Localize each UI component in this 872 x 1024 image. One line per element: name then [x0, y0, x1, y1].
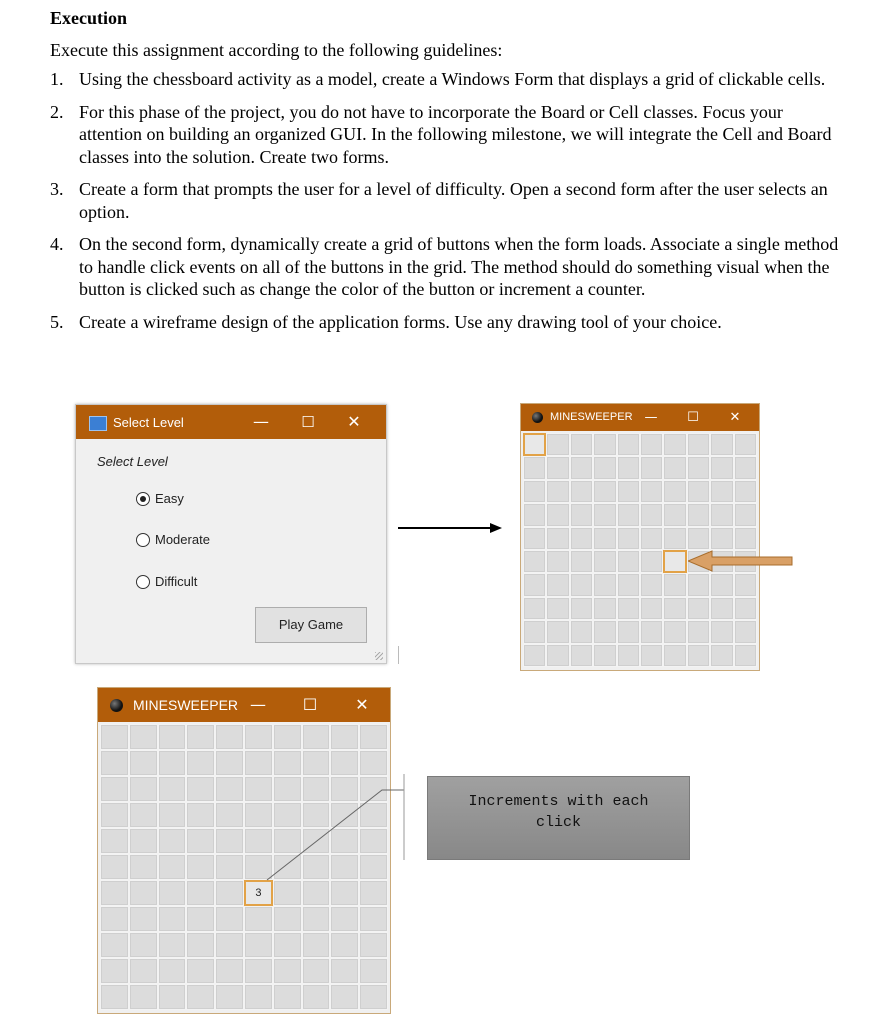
grid-cell-button[interactable]: [710, 620, 733, 643]
radio-icon[interactable]: [136, 533, 150, 547]
minesweeper-titlebar: [521, 404, 759, 431]
grid-cell-button[interactable]: [100, 750, 129, 776]
grid-cell-button[interactable]: [640, 503, 663, 526]
grid-cell-button[interactable]: [215, 984, 244, 1010]
grid-cell-button[interactable]: [593, 597, 616, 620]
grid-cell-button[interactable]: [100, 802, 129, 828]
grid-cell-button[interactable]: [663, 480, 686, 503]
grid-cell-button[interactable]: [523, 527, 546, 550]
grid-cell-button[interactable]: [710, 527, 733, 550]
grid-cell-button[interactable]: [186, 932, 215, 958]
grid-cell-button[interactable]: [734, 597, 757, 620]
grid-cell-button[interactable]: [244, 724, 273, 750]
grid-cell-button[interactable]: [215, 958, 244, 984]
grid-cell-button[interactable]: [593, 456, 616, 479]
grid-cell-button[interactable]: [359, 984, 388, 1010]
grid-cell-button[interactable]: [617, 433, 640, 456]
grid-cell-button[interactable]: [158, 828, 187, 854]
app-window-icon: [89, 416, 107, 431]
flow-arrow-icon: [398, 521, 504, 535]
grid-cell-button[interactable]: [687, 480, 710, 503]
grid-cell-button[interactable]: [640, 597, 663, 620]
grid-cell-button[interactable]: [129, 776, 158, 802]
grid-cell-button[interactable]: [215, 724, 244, 750]
window-title: Select Level: [113, 415, 184, 430]
grid-cell-button[interactable]: [523, 597, 546, 620]
grid-cell-button[interactable]: [593, 550, 616, 573]
minesweeper-window-small: [520, 403, 760, 671]
grid-cell-button[interactable]: [687, 456, 710, 479]
guideline-text: For this phase of the project, you do not have to incorporate the Board or Cell classes. Focus your attention on building an organized GUI. In the following milestone, we will integrate the Cell and Board classes into the solution. Create two forms.: [79, 101, 832, 167]
section-heading: Execution: [50, 8, 128, 28]
grid-cell-button[interactable]: [100, 958, 129, 984]
maximize-icon[interactable]: ☐: [301, 413, 315, 431]
grid-cell-button[interactable]: [129, 854, 158, 880]
grid-cell-button[interactable]: [617, 620, 640, 643]
maximize-icon[interactable]: ☐: [687, 410, 699, 425]
grid-cell-button[interactable]: [663, 644, 686, 667]
grid-cell-button[interactable]: [158, 724, 187, 750]
grid-cell-button[interactable]: [523, 644, 546, 667]
close-icon[interactable]: ✕: [729, 410, 741, 425]
grid-cell-button[interactable]: [546, 433, 569, 456]
guideline-item: [50, 311, 840, 334]
grid-cell-button[interactable]: [330, 932, 359, 958]
grid-cell-button[interactable]: [710, 597, 733, 620]
grid-cell-button[interactable]: [186, 750, 215, 776]
intro-text: Execute this assignment according to the following guidelines:: [50, 40, 503, 60]
guideline-text: On the second form, dynamically create a grid of buttons when the form loads. Associate a single method to handle click events on all of the buttons in the grid. The method should do something visual when the button is clicked such as change the color of the button or increment a counter.: [79, 234, 839, 299]
grid-cell-button[interactable]: [640, 573, 663, 596]
grid-cell-button[interactable]: [570, 433, 593, 456]
grid-cell-button[interactable]: [359, 906, 388, 932]
grid-cell-button[interactable]: [330, 906, 359, 932]
grid-cell-button[interactable]: [546, 550, 569, 573]
grid-cell-button[interactable]: [593, 503, 616, 526]
grid-cell-button[interactable]: [129, 906, 158, 932]
grid-cell-button[interactable]: [100, 880, 129, 906]
grid-cell-button[interactable]: [158, 854, 187, 880]
grid-cell-button[interactable]: [244, 984, 273, 1010]
mine-icon: [532, 412, 543, 423]
grid-cell-button[interactable]: [734, 503, 757, 526]
radio-label: Difficult: [155, 574, 198, 589]
guideline-text: Using the chessboard activity as a model, create a Windows Form that displays a grid of clickable cells.: [79, 69, 826, 89]
radio-icon[interactable]: [136, 575, 150, 589]
grid-cell-button[interactable]: [100, 776, 129, 802]
grid-cell-button[interactable]: [570, 573, 593, 596]
grid-cell-button[interactable]: [640, 480, 663, 503]
grid-cell-button[interactable]: [687, 573, 710, 596]
grid-cell-button[interactable]: [663, 597, 686, 620]
grid-cell-button[interactable]: [570, 644, 593, 667]
grid-cell-button[interactable]: [186, 802, 215, 828]
grid-cell-button[interactable]: [129, 932, 158, 958]
radio-easy[interactable]: [136, 491, 184, 507]
grid-cell-button[interactable]: [570, 456, 593, 479]
minesweeper-titlebar: [98, 688, 390, 722]
grid-cell-button[interactable]: [158, 802, 187, 828]
callout-box: [427, 776, 690, 860]
grid-cell-button[interactable]: [710, 644, 733, 667]
grid-cell-button[interactable]: [687, 597, 710, 620]
grid-cell-button[interactable]: [302, 724, 331, 750]
grid-cell-button[interactable]: [663, 433, 686, 456]
grid-cell-button[interactable]: [546, 527, 569, 550]
grid-cell-button[interactable]: [158, 958, 187, 984]
minimize-icon[interactable]: —: [644, 410, 658, 425]
grid-cell-button[interactable]: [100, 932, 129, 958]
guideline-number: 1.: [50, 69, 64, 89]
guideline-item: [50, 233, 840, 301]
guideline-number: 5.: [50, 311, 64, 332]
grid-cell-button[interactable]: [546, 597, 569, 620]
grid-cell-button[interactable]: [100, 984, 129, 1010]
grid-cell-button[interactable]: [593, 480, 616, 503]
grid-cell-button[interactable]: [215, 802, 244, 828]
grid-cell-button[interactable]: [617, 527, 640, 550]
grid-cell-button[interactable]: [186, 880, 215, 906]
grid-cell-button[interactable]: [523, 550, 546, 573]
grid-cell-button[interactable]: [215, 854, 244, 880]
grid-cell-button[interactable]: [734, 433, 757, 456]
grid-cell-button[interactable]: [617, 644, 640, 667]
grid-cell-button[interactable]: [129, 828, 158, 854]
guideline-number: 2.: [50, 101, 64, 122]
grid-cell-button[interactable]: [617, 573, 640, 596]
grid-cell-button[interactable]: [330, 724, 359, 750]
grid-cell-button[interactable]: [273, 906, 302, 932]
pointer-arrow-icon: [688, 550, 794, 572]
radio-moderate[interactable]: [136, 532, 210, 548]
grid-cell-button[interactable]: [663, 573, 686, 596]
minimize-icon[interactable]: —: [253, 412, 269, 431]
grid-cell-button[interactable]: [158, 880, 187, 906]
grid-cell-button[interactable]: [302, 958, 331, 984]
resize-grip-icon[interactable]: [375, 652, 383, 660]
grid-cell-button[interactable]: [215, 828, 244, 854]
select-level-titlebar: [76, 405, 386, 439]
close-icon[interactable]: ✕: [355, 695, 369, 714]
window-title: MINESWEEPER: [550, 411, 633, 423]
grid-cell-button[interactable]: 3: [244, 880, 273, 906]
grid-cell-button[interactable]: [570, 597, 593, 620]
grid-cell-button[interactable]: [617, 503, 640, 526]
grid-cell-button[interactable]: [546, 644, 569, 667]
callout-text: [428, 777, 689, 833]
grid-cell-button[interactable]: [186, 724, 215, 750]
grid-cell-button[interactable]: [546, 503, 569, 526]
grid-cell-button[interactable]: [100, 724, 129, 750]
grid-cell-button[interactable]: [570, 550, 593, 573]
grid-cell-button[interactable]: [359, 958, 388, 984]
radio-selected-icon[interactable]: [136, 492, 150, 506]
grid-cell-button[interactable]: [710, 433, 733, 456]
grid-cell-button[interactable]: [710, 480, 733, 503]
grid-cell-button[interactable]: [215, 880, 244, 906]
grid-cell-button[interactable]: [215, 776, 244, 802]
grid-cell-button[interactable]: [129, 984, 158, 1010]
grid-cell-button[interactable]: [546, 456, 569, 479]
grid-cell-button[interactable]: [158, 750, 187, 776]
grid-cell-button[interactable]: [734, 573, 757, 596]
grid-cell-button[interactable]: [570, 527, 593, 550]
grid-cell-button[interactable]: [546, 573, 569, 596]
grid-cell-button[interactable]: [546, 620, 569, 643]
radio-label: Easy: [155, 491, 184, 506]
guideline-text: Create a form that prompts the user for a level of difficulty. Open a second form after the user selects an option.: [79, 179, 828, 222]
callout-line: click: [535, 814, 581, 831]
guideline-item: [50, 101, 840, 169]
grid-cell-button[interactable]: [734, 480, 757, 503]
grid-cell-button[interactable]: [330, 958, 359, 984]
grid-cell-button[interactable]: [640, 433, 663, 456]
grid-cell-button[interactable]: [687, 433, 710, 456]
grid-cell-button[interactable]: [734, 527, 757, 550]
grid-cell-button[interactable]: [710, 456, 733, 479]
grid-cell-button[interactable]: [593, 433, 616, 456]
grid-cell-button[interactable]: [129, 802, 158, 828]
grid-cell-button[interactable]: [100, 854, 129, 880]
grid-cell-button[interactable]: [129, 724, 158, 750]
grid-cell-button[interactable]: [302, 932, 331, 958]
grid-cell-button[interactable]: [734, 644, 757, 667]
grid-cell-button[interactable]: [570, 480, 593, 503]
grid-cell-button[interactable]: [617, 597, 640, 620]
grid-cell-button[interactable]: [687, 503, 710, 526]
grid-cell-button[interactable]: [186, 776, 215, 802]
grid-cell-button[interactable]: [687, 527, 710, 550]
grid-cell-button[interactable]: [244, 906, 273, 932]
grid-cell-button[interactable]: [359, 932, 388, 958]
grid-cell-button[interactable]: [523, 480, 546, 503]
radio-difficult[interactable]: [136, 574, 197, 590]
grid-cell-button[interactable]: [593, 644, 616, 667]
grid-cell-button[interactable]: [302, 906, 331, 932]
grid-cell-button[interactable]: [687, 620, 710, 643]
grid-cell-button[interactable]: [129, 958, 158, 984]
grid-cell-button[interactable]: [617, 456, 640, 479]
grid-cell-button[interactable]: [100, 906, 129, 932]
grid-cell-button[interactable]: [186, 854, 215, 880]
grid-cell-button[interactable]: [710, 573, 733, 596]
grid-cell-button[interactable]: [710, 503, 733, 526]
grid-cell-button[interactable]: [523, 433, 546, 456]
mine-icon: [110, 699, 123, 712]
grid-cell-button[interactable]: [158, 932, 187, 958]
grid-cell-button[interactable]: [186, 958, 215, 984]
grid-cell-button[interactable]: [523, 573, 546, 596]
guideline-text: Create a wireframe design of the application forms. Use any drawing tool of your choice.: [79, 311, 722, 332]
grid-cell-button[interactable]: [186, 984, 215, 1010]
select-level-label: Select Level: [97, 454, 168, 469]
grid-cell-button[interactable]: [734, 456, 757, 479]
guideline-item: [50, 178, 840, 223]
grid-cell-button[interactable]: [663, 550, 686, 573]
grid-cell-button[interactable]: [734, 620, 757, 643]
grid-cell-button[interactable]: [640, 620, 663, 643]
grid-cell-button[interactable]: [663, 456, 686, 479]
grid-cell-button[interactable]: [186, 828, 215, 854]
guidelines-list: [50, 68, 840, 333]
grid-cell-button[interactable]: [273, 984, 302, 1010]
grid-cell-button[interactable]: [617, 480, 640, 503]
grid-cell-button[interactable]: [215, 750, 244, 776]
grid-cell-button[interactable]: [244, 958, 273, 984]
grid-cell-button[interactable]: [640, 550, 663, 573]
grid-cell-button[interactable]: [663, 620, 686, 643]
grid-cell-button[interactable]: [158, 984, 187, 1010]
divider: [398, 646, 399, 664]
grid-cell-button[interactable]: [186, 906, 215, 932]
callout-line: Increments with each: [468, 793, 649, 810]
grid-cell-button[interactable]: [158, 906, 187, 932]
grid-cell-button[interactable]: [570, 620, 593, 643]
grid-cell-button[interactable]: [100, 828, 129, 854]
grid-cell-button[interactable]: [617, 550, 640, 573]
guideline-item: [50, 68, 840, 91]
grid-cell-button[interactable]: [302, 984, 331, 1010]
grid-cell-button[interactable]: [129, 880, 158, 906]
grid-cell-button[interactable]: [546, 480, 569, 503]
maximize-icon[interactable]: ☐: [302, 695, 318, 714]
grid-cell-button[interactable]: [640, 527, 663, 550]
grid-cell-button[interactable]: [640, 456, 663, 479]
grid-cell-button[interactable]: [273, 724, 302, 750]
grid-cell-button[interactable]: [523, 456, 546, 479]
grid-cell-button[interactable]: [523, 620, 546, 643]
grid-cell-button[interactable]: [663, 503, 686, 526]
play-game-button[interactable]: Play Game: [255, 607, 367, 643]
grid-cell-button[interactable]: [244, 932, 273, 958]
assignment-document: [50, 6, 840, 343]
grid-cell-button[interactable]: [593, 527, 616, 550]
close-icon[interactable]: ✕: [347, 412, 361, 431]
minimize-icon[interactable]: —: [250, 695, 266, 714]
grid-cell-button[interactable]: [158, 776, 187, 802]
grid-cell-button[interactable]: [687, 644, 710, 667]
grid-cell-button[interactable]: [523, 503, 546, 526]
grid-cell-button[interactable]: [593, 620, 616, 643]
grid-cell-button[interactable]: [215, 906, 244, 932]
grid-cell-button[interactable]: [273, 932, 302, 958]
grid-cell-button[interactable]: [570, 503, 593, 526]
grid-cell-button[interactable]: [215, 932, 244, 958]
grid-cell-button[interactable]: [359, 724, 388, 750]
connector-line: [262, 772, 412, 892]
grid-cell-button[interactable]: [129, 750, 158, 776]
grid-cell-button[interactable]: [663, 527, 686, 550]
radio-label: Moderate: [155, 532, 210, 547]
window-title: MINESWEEPER: [133, 697, 239, 713]
guideline-number: 4.: [50, 234, 64, 254]
select-level-window: [75, 404, 387, 664]
grid-cell-button[interactable]: [593, 573, 616, 596]
guideline-number: 3.: [50, 179, 64, 199]
grid-cell-button[interactable]: [640, 644, 663, 667]
grid-cell-button[interactable]: [330, 984, 359, 1010]
grid-cell-button[interactable]: [273, 958, 302, 984]
